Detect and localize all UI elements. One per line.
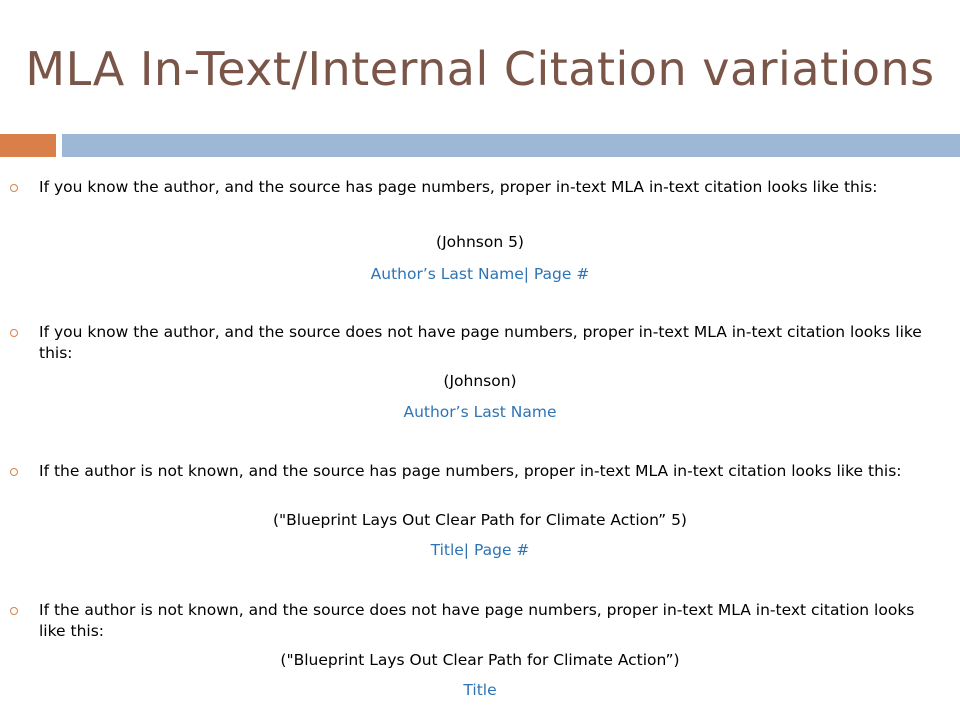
bullet-item	[37, 177, 957, 198]
slide-title: MLA In-Text/Internal Citation variations	[25, 42, 935, 96]
citation-pattern: Author’s Last Name	[403, 403, 557, 421]
bullet-circle-icon	[10, 468, 18, 476]
bullet-text: If you know the author, and the source has page numbers, proper in-text MLA in-text citation looks like this:	[39, 178, 878, 196]
bullet-text: If the author is not known, and the source does not have page numbers, proper in-text MLA in-text citation looks like this:	[39, 601, 915, 640]
bullet-text: If you know the author, and the source does not have page numbers, proper in-text MLA in-text citation looks like this:	[39, 323, 922, 362]
bullet-circle-icon	[10, 607, 18, 615]
bullet-item	[37, 461, 957, 482]
bullet-item	[37, 322, 957, 364]
bullet-item	[37, 600, 957, 642]
bullet-circle-icon	[10, 329, 18, 337]
title-band-accent	[0, 134, 56, 157]
citation-example: ("Blueprint Lays Out Clear Path for Climate Action”)	[280, 651, 680, 669]
citation-pattern: Title| Page #	[430, 541, 530, 559]
citation-example: (Johnson 5)	[436, 233, 524, 251]
citation-example: ("Blueprint Lays Out Clear Path for Climate Action” 5)	[273, 511, 687, 529]
bullet-text: If the author is not known, and the source has page numbers, proper in-text MLA in-text citation looks like this:	[39, 462, 902, 480]
title-band	[62, 134, 960, 157]
bullet-circle-icon	[10, 184, 18, 192]
citation-pattern: Title	[463, 681, 497, 699]
citation-example: (Johnson)	[443, 372, 517, 390]
citation-pattern: Author’s Last Name| Page #	[370, 265, 590, 283]
